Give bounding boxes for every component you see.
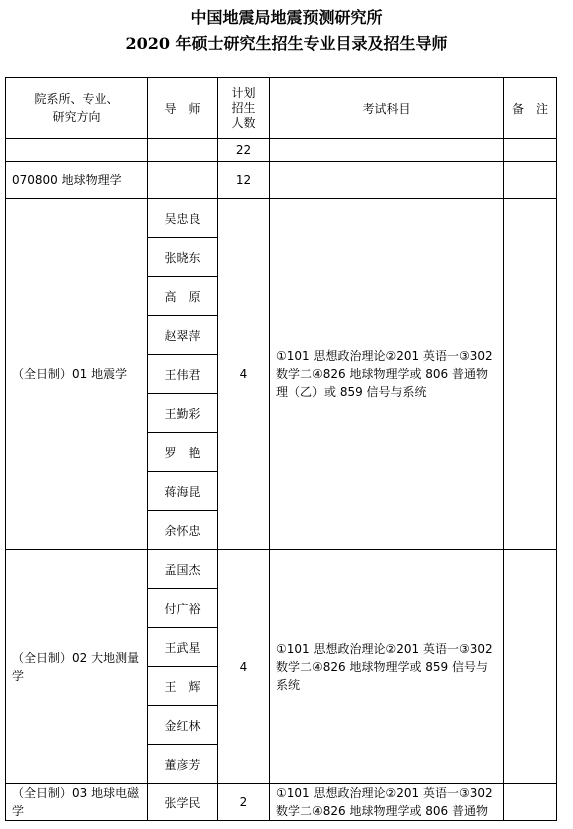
- major-label: 070800 地球物理学: [6, 162, 148, 199]
- major-row: [6, 162, 557, 199]
- advisor-name: 王伟君: [148, 355, 218, 394]
- header-plan-count: [218, 78, 270, 139]
- advisor-name: 孟国杰: [148, 550, 218, 589]
- header-department-line1: 院系所、专业、: [34, 92, 119, 106]
- direction-notes: [504, 550, 557, 784]
- header-department: [6, 78, 148, 139]
- header-plan-line1: 计划: [231, 85, 256, 100]
- advisor-name: 高 原: [148, 277, 218, 316]
- major-count: 12: [218, 162, 270, 199]
- major-exam-cell: [270, 162, 504, 199]
- major-notes-cell: [504, 162, 557, 199]
- advisor-name: 董彦芳: [148, 745, 218, 784]
- table-row: [6, 784, 557, 821]
- header-department-line2: 研究方向: [52, 110, 101, 124]
- advisor-name: 付广裕: [148, 589, 218, 628]
- page-subtitle: 2020 年硕士研究生招生专业目录及招生导师: [125, 34, 448, 53]
- advisor-name: 吴忠良: [148, 199, 218, 238]
- total-row: [6, 139, 557, 162]
- direction-exam: ①101 思想政治理论②201 英语一③302 数学二④826 地球物理学或 806 普通物: [270, 784, 504, 821]
- direction-notes: [504, 784, 557, 821]
- table-row: [6, 199, 557, 238]
- header-notes: 备 注: [504, 78, 557, 139]
- advisor-name: 金红林: [148, 706, 218, 745]
- advisor-name: 王勤彩: [148, 394, 218, 433]
- direction-exam: ①101 思想政治理论②201 英语一③302 数学二④826 地球物理学或 859 信号与系统: [270, 550, 504, 784]
- table-header-row: [6, 78, 557, 139]
- direction-name: （全日制）02 大地测量学: [6, 550, 148, 784]
- header-plan-line3: 人数: [231, 115, 256, 130]
- direction-count: 2: [218, 784, 270, 821]
- total-exam-cell: [270, 139, 504, 162]
- header-exam-subjects: 考试科目: [270, 78, 504, 139]
- total-dept-cell: [6, 139, 148, 162]
- major-advisor-cell: [148, 162, 218, 199]
- page-title: 中国地震局地震预测研究所: [190, 8, 383, 27]
- advisor-name: 王武星: [148, 628, 218, 667]
- advisor-name: 余怀忠: [148, 511, 218, 550]
- advisor-name: 王 辉: [148, 667, 218, 706]
- direction-count: 4: [218, 199, 270, 550]
- advisor-name: 张学民: [148, 784, 218, 821]
- header-plan-line2: 招生: [231, 100, 256, 115]
- advisor-name: 赵翠萍: [148, 316, 218, 355]
- direction-notes: [504, 199, 557, 550]
- total-count: 22: [218, 139, 270, 162]
- direction-count: 4: [218, 550, 270, 784]
- advisor-name: 蒋海昆: [148, 472, 218, 511]
- header-advisor: 导 师: [148, 78, 218, 139]
- admissions-table: [5, 77, 557, 821]
- total-advisor-cell: [148, 139, 218, 162]
- advisor-name: 张晓东: [148, 238, 218, 277]
- direction-name: （全日制）01 地震学: [6, 199, 148, 550]
- table-row: [6, 550, 557, 589]
- direction-exam: ①101 思想政治理论②201 英语一③302 数学二④826 地球物理学或 806 普通物理（乙）或 859 信号与系统: [270, 199, 504, 550]
- advisor-name: 罗 艳: [148, 433, 218, 472]
- total-notes-cell: [504, 139, 557, 162]
- direction-name: （全日制）03 地球电磁学: [6, 784, 148, 821]
